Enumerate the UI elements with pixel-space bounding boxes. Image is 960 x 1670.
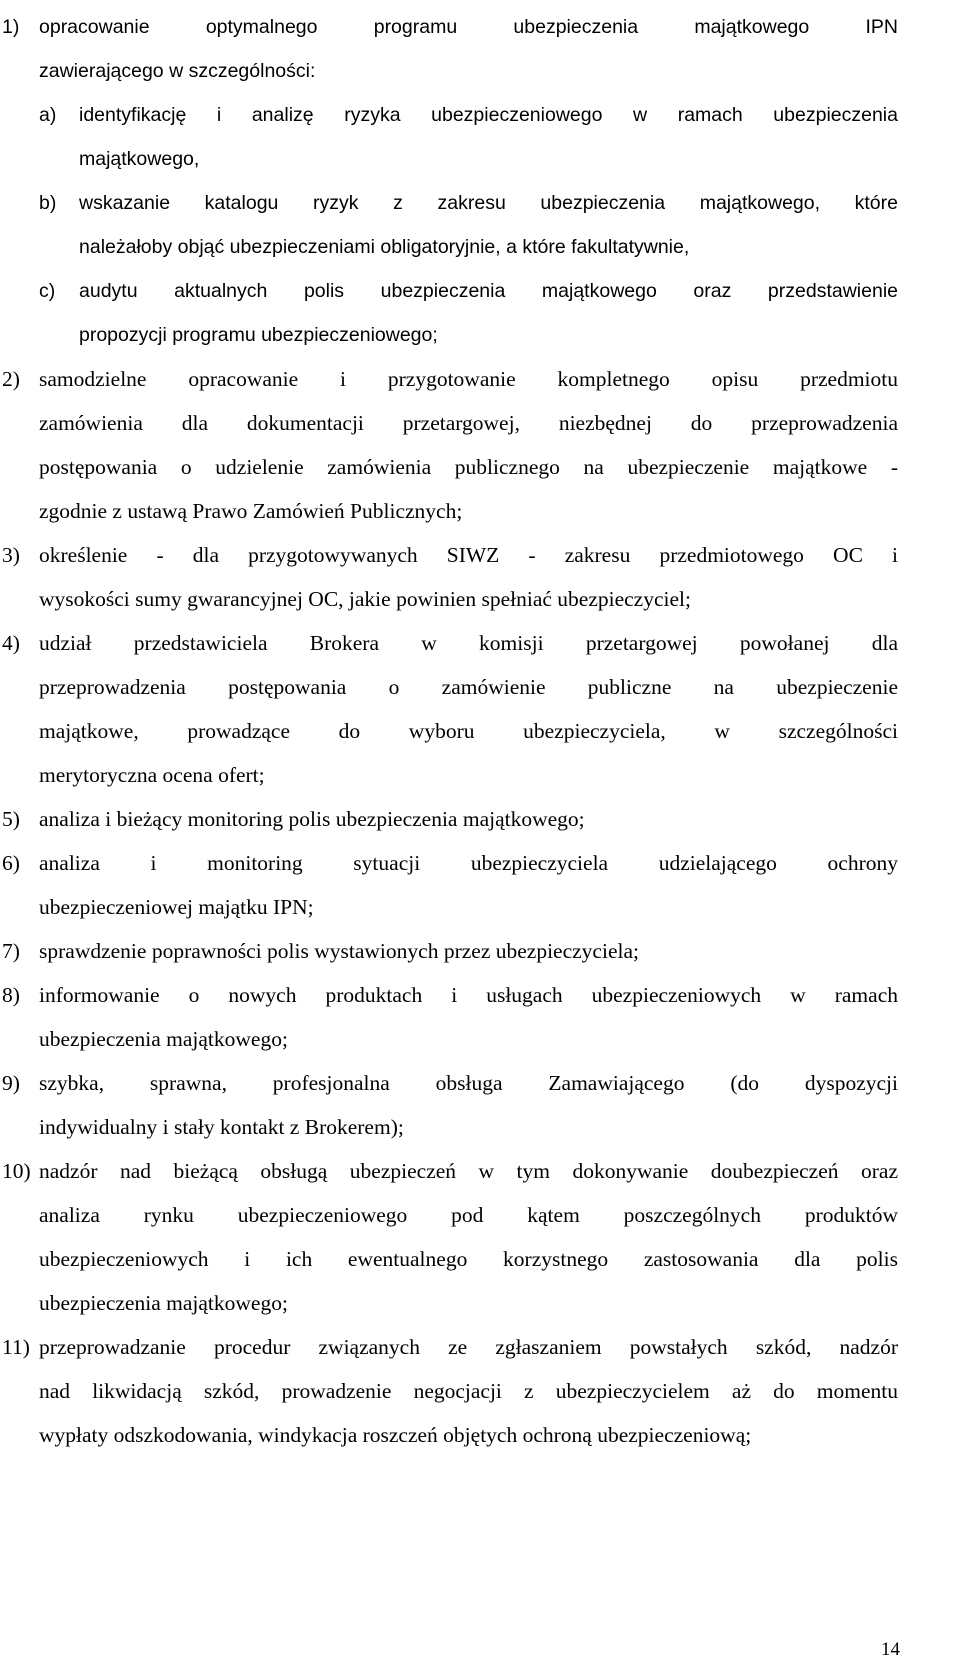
subitem-text-line: wskazanie katalogu ryzyk z zakresu ubezpieczenia majątkowego, które — [79, 192, 898, 214]
list-item-text-line: ubezpieczenia majątkowego; — [39, 1291, 288, 1315]
list-item-text-line: ubezpieczeniowej majątku IPN; — [39, 895, 314, 919]
list-item-text-line: nad likwidacją szkód, prowadzenie negocjacji z ubezpieczycielem aż do momentu — [39, 1379, 898, 1403]
subitem-letter: b) — [39, 192, 57, 214]
subitem-letter: a) — [39, 104, 57, 126]
list-item-text-line: analiza i monitoring sytuacji ubezpieczyciela udzielającego ochrony — [39, 851, 898, 875]
list-item-number: 2) — [2, 367, 20, 391]
list-item-text-line: merytoryczna ocena ofert; — [39, 763, 265, 787]
subitem-text-line: identyfikację i analizę ryzyka ubezpieczeniowego w ramach ubezpieczenia — [79, 104, 898, 126]
subitem-text-line: audytu aktualnych polis ubezpieczenia majątkowego oraz przedstawienie — [79, 280, 898, 302]
list-item-text-line: zgodnie z ustawą Prawo Zamówień Publicznych; — [39, 499, 463, 523]
list-item-number: 4) — [2, 631, 20, 655]
list-item-text-line: określenie - dla przygotowywanych SIWZ - zakresu przedmiotowego OC i — [39, 543, 898, 567]
list-item-text-line: ubezpieczeniowych i ich ewentualnego korzystnego zastosowania dla polis — [39, 1247, 898, 1271]
list-item-text-line: udział przedstawiciela Brokera w komisji przetargowej powołanej dla — [39, 631, 898, 655]
list-item-number: 11) — [2, 1335, 30, 1359]
list-item-text-line: majątkowe, prowadzące do wyboru ubezpieczyciela, w szczególności — [39, 719, 898, 743]
list-item-text-line: przeprowadzanie procedur związanych ze zgłaszaniem powstałych szkód, nadzór — [39, 1335, 898, 1359]
list-item-text-line: sprawdzenie poprawności polis wystawionych przez ubezpieczyciela; — [39, 939, 639, 963]
list-item-text-line: postępowania o udzielenie zamówienia publicznego na ubezpieczenie majątkowe - — [39, 455, 898, 479]
list-item-number: 8) — [2, 983, 20, 1007]
list-item-number: 5) — [2, 807, 20, 831]
subitem-text-line: majątkowego, — [79, 148, 200, 170]
list-item-text-line: zamówienia dla dokumentacji przetargowej, niezbędnej do przeprowadzenia — [39, 411, 898, 435]
page-number: 14 — [881, 1639, 900, 1660]
list-item-number: 9) — [2, 1071, 20, 1095]
list-item-text-line: samodzielne opracowanie i przygotowanie kompletnego opisu przedmiotu — [39, 367, 898, 391]
list-item-text-line: szybka, sprawna, profesjonalna obsługa Zamawiającego (do dyspozycji — [39, 1071, 898, 1095]
list-item-number: 6) — [2, 851, 20, 875]
list-item-text-line: wypłaty odszkodowania, windykacja roszczeń objętych ochroną ubezpieczeniową; — [39, 1423, 752, 1447]
list-item-number: 3) — [2, 543, 20, 567]
list-item-text-line: indywidualny i stały kontakt z Brokerem); — [39, 1115, 404, 1139]
list-item-text-line: przeprowadzenia postępowania o zamówienie publiczne na ubezpieczenie — [39, 675, 898, 699]
subitem-text-line: należałoby objąć ubezpieczeniami obligatoryjnie, a które fakultatywnie, — [79, 236, 690, 258]
list-item-text-line: wysokości sumy gwarancyjnej OC, jakie powinien spełniać ubezpieczyciel; — [39, 587, 691, 611]
list-item-number: 10) — [2, 1159, 31, 1183]
list-item-text-line: informowanie o nowych produktach i usługach ubezpieczeniowych w ramach — [39, 983, 898, 1007]
subitem-text-line: propozycji programu ubezpieczeniowego; — [79, 324, 438, 346]
list-item-number: 7) — [2, 939, 20, 963]
list-item-number: 1) — [2, 16, 20, 38]
list-item-text-line: ubezpieczenia majątkowego; — [39, 1027, 288, 1051]
list-item-text-line: zawierającego w szczególności: — [39, 60, 316, 82]
list-item-text-line: nadzór nad bieżącą obsługą ubezpieczeń w tym dokonywanie doubezpieczeń oraz — [39, 1159, 898, 1183]
list-item-text-line: analiza i bieżący monitoring polis ubezpieczenia majątkowego; — [39, 807, 585, 831]
list-item-text-line: opracowanie optymalnego programu ubezpieczenia majątkowego IPN — [39, 16, 898, 38]
subitem-letter: c) — [39, 280, 56, 302]
list-item-text-line: analiza rynku ubezpieczeniowego pod kątem poszczególnych produktów — [39, 1203, 898, 1227]
